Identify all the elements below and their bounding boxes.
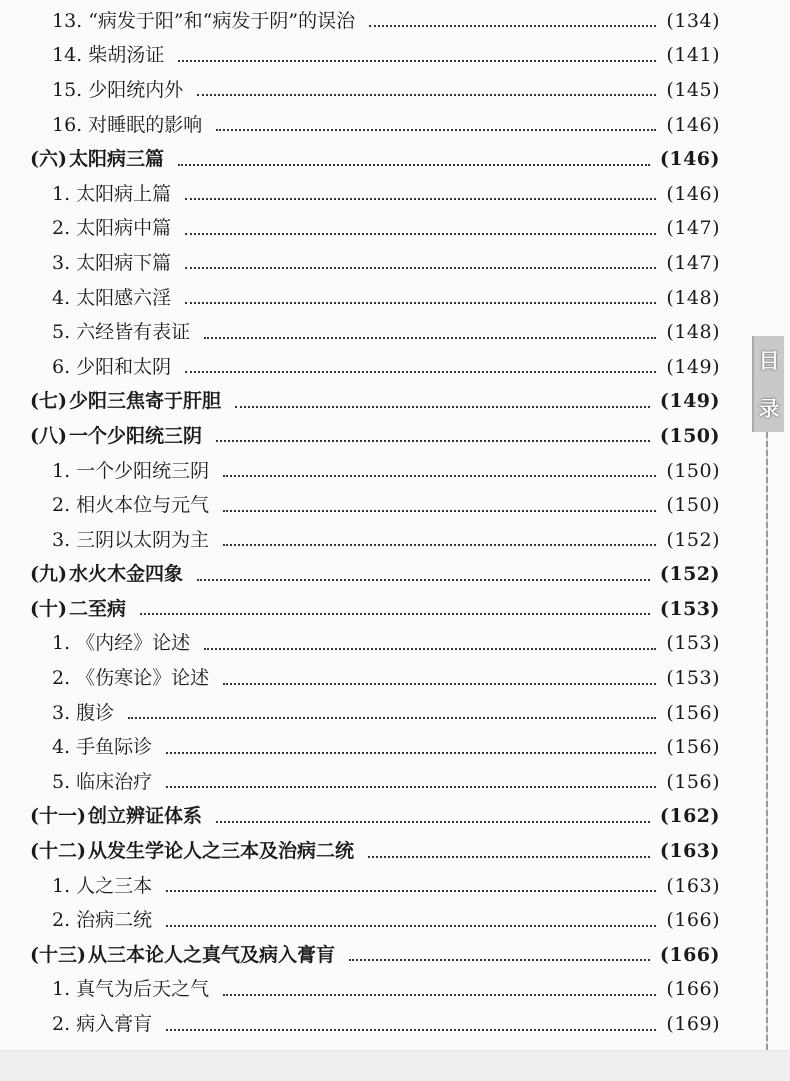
toc-subsection-entry[interactable] xyxy=(30,869,720,904)
entry-page-number: (156) xyxy=(666,701,720,724)
dot-leader xyxy=(204,337,656,339)
entry-number: (十) xyxy=(30,597,67,620)
entry-page-number: (149) xyxy=(659,390,720,413)
entry-title: 从发生学论人之三本及治病二统 xyxy=(87,840,354,863)
entry-number: 6. xyxy=(52,355,71,378)
toc-subsection-entry[interactable] xyxy=(30,488,720,523)
entry-title: 太阳病中篇 xyxy=(76,217,172,240)
entry-number: (九) xyxy=(30,563,67,586)
entry-title: 水火木金四象 xyxy=(68,563,183,586)
dot-leader xyxy=(216,129,656,131)
dot-leader xyxy=(185,198,656,200)
entry-title: 太阳病下篇 xyxy=(76,251,172,274)
entry-page-number: (149) xyxy=(666,355,720,378)
entry-page-number: (153) xyxy=(666,667,720,690)
dot-leader xyxy=(197,579,650,581)
entry-title: 太阳病上篇 xyxy=(76,182,172,205)
entry-number: 1. xyxy=(52,874,71,897)
dot-leader xyxy=(185,302,656,304)
entry-number: (六) xyxy=(30,148,67,171)
entry-title: 《内经》论述 xyxy=(76,632,191,655)
entry-page-number: (166) xyxy=(659,943,720,966)
toc-section-entry[interactable] xyxy=(30,385,720,420)
entry-number: (七) xyxy=(30,390,67,413)
tab-guide-line xyxy=(766,432,768,1050)
entry-title: 一个少阳统三阴 xyxy=(76,459,210,482)
dot-leader xyxy=(166,786,656,788)
dot-leader xyxy=(216,821,650,823)
dot-leader xyxy=(178,60,656,62)
entry-title: 六经皆有表证 xyxy=(76,321,191,344)
dot-leader xyxy=(204,648,656,650)
entry-title: 腹诊 xyxy=(76,701,115,724)
entry-number: 4. xyxy=(52,286,71,309)
toc-subsection-entry[interactable] xyxy=(30,973,720,1008)
entry-title: 三阴以太阴为主 xyxy=(76,528,210,551)
entry-page-number: (153) xyxy=(666,632,720,655)
entry-page-number: (134) xyxy=(666,9,720,32)
side-tab-char-2: 录 xyxy=(758,397,780,421)
entry-page-number: (150) xyxy=(666,459,720,482)
toc-subsection-entry[interactable] xyxy=(30,730,720,765)
dot-leader xyxy=(166,890,656,892)
toc-subsection-entry[interactable] xyxy=(30,350,720,385)
toc-subsection-entry[interactable] xyxy=(30,627,720,662)
toc-section-entry[interactable] xyxy=(30,558,720,593)
toc-subsection-entry[interactable] xyxy=(30,177,720,212)
entry-number: 5. xyxy=(52,770,71,793)
toc-subsection-entry[interactable] xyxy=(30,212,720,247)
dot-leader xyxy=(235,406,650,408)
entry-page-number: (163) xyxy=(666,874,720,897)
entry-number: 2. xyxy=(52,667,71,690)
dot-leader xyxy=(166,752,656,754)
entry-title: 少阳和太阴 xyxy=(76,355,172,378)
toc-subsection-entry[interactable] xyxy=(30,281,720,316)
dot-leader xyxy=(185,371,656,373)
entry-page-number: (148) xyxy=(666,286,720,309)
entry-number: 5. xyxy=(52,321,71,344)
entry-number: (十一) xyxy=(30,805,86,828)
entry-number: (十三) xyxy=(30,943,86,966)
toc-section-entry[interactable] xyxy=(30,142,720,177)
toc-subsection-entry[interactable] xyxy=(30,1007,720,1042)
entry-number: 2. xyxy=(52,1013,71,1036)
toc-subsection-entry[interactable] xyxy=(30,696,720,731)
entry-page-number: (146) xyxy=(659,148,720,171)
entry-number: (十二) xyxy=(30,840,86,863)
entry-page-number: (145) xyxy=(666,78,720,101)
entry-title: 柴胡汤证 xyxy=(88,44,165,67)
entry-number: 15. xyxy=(52,78,83,101)
toc-subsection-entry[interactable] xyxy=(30,246,720,281)
entry-page-number: (146) xyxy=(666,182,720,205)
entry-title: 从三本论人之真气及病入膏肓 xyxy=(87,943,335,966)
toc-section-entry[interactable] xyxy=(30,834,720,869)
entry-page-number: (166) xyxy=(666,909,720,932)
dot-leader xyxy=(223,510,656,512)
entry-page-number: (141) xyxy=(666,44,720,67)
entry-number: 16. xyxy=(52,113,83,136)
entry-title: 临床治疗 xyxy=(76,770,153,793)
entry-page-number: (150) xyxy=(659,424,720,447)
toc-subsection-entry[interactable] xyxy=(30,4,720,39)
entry-title: 真气为后天之气 xyxy=(76,978,210,1001)
entry-title: “病发于阳”和“病发于阴”的误治 xyxy=(88,9,356,32)
entry-number: 1. xyxy=(52,632,71,655)
entry-page-number: (166) xyxy=(666,978,720,1001)
entry-title: 少阳三焦寄于肝胆 xyxy=(68,390,221,413)
entry-title: 一个少阳统三阴 xyxy=(68,424,202,447)
entry-number: 2. xyxy=(52,909,71,932)
entry-title: 病入膏肓 xyxy=(76,1013,153,1036)
bottom-margin xyxy=(0,1050,790,1081)
dot-leader xyxy=(166,925,656,927)
entry-number: (八) xyxy=(30,424,67,447)
entry-page-number: (152) xyxy=(666,528,720,551)
dot-leader xyxy=(368,856,650,858)
entry-title: 相火本位与元气 xyxy=(76,494,210,517)
entry-number: 13. xyxy=(52,9,83,32)
toc-section-entry[interactable] xyxy=(30,800,720,835)
toc-subsection-entry[interactable] xyxy=(30,315,720,350)
entry-title: 人之三本 xyxy=(76,874,153,897)
toc-subsection-entry[interactable] xyxy=(30,454,720,489)
dot-leader xyxy=(223,683,656,685)
entry-title: 《伤寒论》论述 xyxy=(76,667,210,690)
dot-leader xyxy=(216,440,650,442)
dot-leader xyxy=(185,233,656,235)
entry-number: 3. xyxy=(52,528,71,551)
dot-leader xyxy=(197,94,656,96)
dot-leader xyxy=(369,25,656,27)
entry-number: 1. xyxy=(52,182,71,205)
toc-subsection-entry[interactable] xyxy=(30,765,720,800)
entry-page-number: (146) xyxy=(666,113,720,136)
toc-section-entry[interactable] xyxy=(30,419,720,454)
table-of-contents xyxy=(30,4,720,1042)
toc-section-entry[interactable] xyxy=(30,592,720,627)
entry-title: 创立辨证体系 xyxy=(87,805,202,828)
entry-page-number: (147) xyxy=(666,251,720,274)
dot-leader xyxy=(140,613,650,615)
entry-title: 太阳感六淫 xyxy=(76,286,172,309)
toc-subsection-entry[interactable] xyxy=(30,903,720,938)
entry-number: 4. xyxy=(52,736,71,759)
entry-page-number: (163) xyxy=(659,840,720,863)
entry-title: 太阳病三篇 xyxy=(68,148,164,171)
entry-title: 手鱼际诊 xyxy=(76,736,153,759)
entry-title: 治病二统 xyxy=(76,909,153,932)
side-tab xyxy=(752,336,784,432)
entry-number: 2. xyxy=(52,217,71,240)
dot-leader xyxy=(223,475,656,477)
toc-subsection-entry[interactable] xyxy=(30,39,720,74)
dot-leader xyxy=(166,1029,656,1031)
dot-leader xyxy=(223,994,656,996)
dot-leader xyxy=(128,717,656,719)
dot-leader xyxy=(185,267,656,269)
entry-number: 2. xyxy=(52,494,71,517)
entry-number: 3. xyxy=(52,251,71,274)
dot-leader xyxy=(178,164,650,166)
dot-leader xyxy=(349,959,650,961)
entry-page-number: (152) xyxy=(659,563,720,586)
toc-subsection-entry[interactable] xyxy=(30,523,720,558)
entry-page-number: (153) xyxy=(659,597,720,620)
entry-page-number: (169) xyxy=(666,1013,720,1036)
toc-subsection-entry[interactable] xyxy=(30,108,720,143)
toc-subsection-entry[interactable] xyxy=(30,661,720,696)
toc-subsection-entry[interactable] xyxy=(30,73,720,108)
toc-section-entry[interactable] xyxy=(30,938,720,973)
dot-leader xyxy=(223,544,656,546)
entry-page-number: (162) xyxy=(659,805,720,828)
entry-page-number: (148) xyxy=(666,321,720,344)
entry-page-number: (156) xyxy=(666,770,720,793)
entry-title: 少阳统内外 xyxy=(88,78,184,101)
entry-number: 3. xyxy=(52,701,71,724)
entry-number: 14. xyxy=(52,44,83,67)
entry-page-number: (156) xyxy=(666,736,720,759)
entry-number: 1. xyxy=(52,459,71,482)
side-tab-char-1: 目 xyxy=(758,349,780,373)
entry-page-number: (150) xyxy=(666,494,720,517)
entry-title: 对睡眠的影响 xyxy=(88,113,203,136)
entry-page-number: (147) xyxy=(666,217,720,240)
entry-number: 1. xyxy=(52,978,71,1001)
entry-title: 二至病 xyxy=(68,597,126,620)
